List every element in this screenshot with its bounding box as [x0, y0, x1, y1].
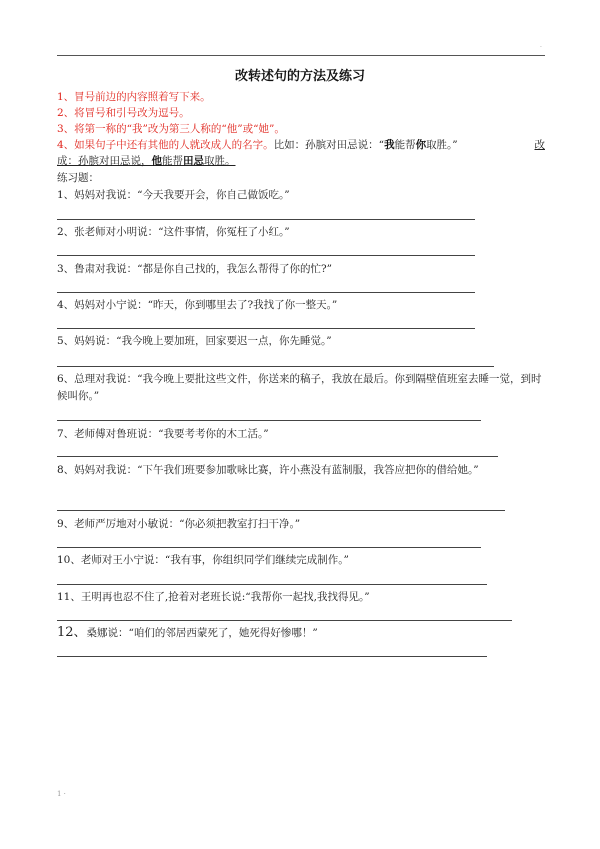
answer-line-11[interactable]	[57, 620, 512, 621]
footer-mark: 1 ·	[57, 790, 66, 798]
question-9: 9、老师严厉地对小敏说：“你必须把教室打扫干净。”	[57, 518, 301, 530]
answer-line-4[interactable]	[57, 328, 475, 329]
rule-3: 3、将第一称的“我”改为第三人称的“他”或“她”。	[57, 123, 285, 135]
rule-2: 2、将冒号和引号改为逗号。	[57, 107, 190, 119]
rule-1: 1、冒号前边的内容照着写下来。	[57, 91, 211, 103]
answer-line-9[interactable]	[57, 547, 481, 548]
rule-4-example: 比如：孙膑对田忌说：“我能帮你取胜。” 改	[273, 139, 545, 151]
rules-block	[57, 89, 545, 169]
rule-4-example-result: 成：孙膑对田忌说，他能帮田忌取胜。	[57, 155, 236, 167]
question-12-text: 桑娜说：“咱们的邻居西蒙死了，她死得好惨哪！”	[86, 627, 318, 639]
answer-line-7[interactable]	[57, 456, 498, 457]
rule-4-text: 4、如果句子中还有其他的人就改成人的名字。	[57, 139, 274, 151]
header-rule	[57, 55, 545, 56]
question-11: 11、王明再也忍不住了,抢着对老班长说:“我帮你一起找,我找得见。”	[57, 591, 370, 603]
question-7: 7、老师傅对鲁班说：“我要考考你的木工活。”	[57, 428, 269, 440]
question-8: 8、妈妈对我说：“下午我们班要参加歌咏比赛，许小燕没有蓝制服，我答应把你的借给她。”	[57, 464, 479, 476]
answer-line-3[interactable]	[57, 292, 475, 293]
question-12	[57, 624, 552, 642]
question-2: 2、张老师对小明说：“这件事情，你冤枉了小红。”	[57, 226, 290, 238]
answer-line-12[interactable]	[57, 656, 487, 657]
question-10: 10、老师对王小宁说：“我有事，你组织同学们继续完成制作。”	[57, 554, 349, 566]
question-6: 6、总理对我说：“我今晚上要批这些文件，你送来的稿子，我放在最后。你到隔壁值班室去睡一觉，到时候叫你。”	[57, 373, 542, 402]
question-5: 5、妈妈说：“我今晚上要加班，回家要迟一点，你先睡觉。”	[57, 335, 332, 347]
corner-mark: ·	[540, 44, 542, 51]
page-title: 改转述句的方法及练习	[234, 69, 365, 84]
answer-line-6[interactable]	[57, 420, 481, 421]
question-3: 3、鲁肃对我说：“都是你自己找的，我怎么帮得了你的忙?”	[57, 263, 333, 275]
answer-line-8[interactable]	[57, 510, 505, 511]
question-4: 4、妈妈对小宁说：“昨天，你到哪里去了?我找了你一整天。”	[57, 299, 338, 311]
answer-line-10[interactable]	[57, 584, 487, 585]
answer-line-2[interactable]	[57, 255, 475, 256]
answer-line-1[interactable]	[57, 219, 475, 220]
question-1: 1、妈妈对我说：“今天我要开会，你自己做饭吃。”	[57, 189, 290, 201]
rule-4-change-label: 改	[534, 139, 545, 151]
rule-4	[57, 137, 545, 153]
answer-line-5[interactable]	[57, 366, 494, 367]
question-12-number: 12、	[57, 625, 87, 640]
exercise-label: 练习题：	[57, 172, 99, 184]
